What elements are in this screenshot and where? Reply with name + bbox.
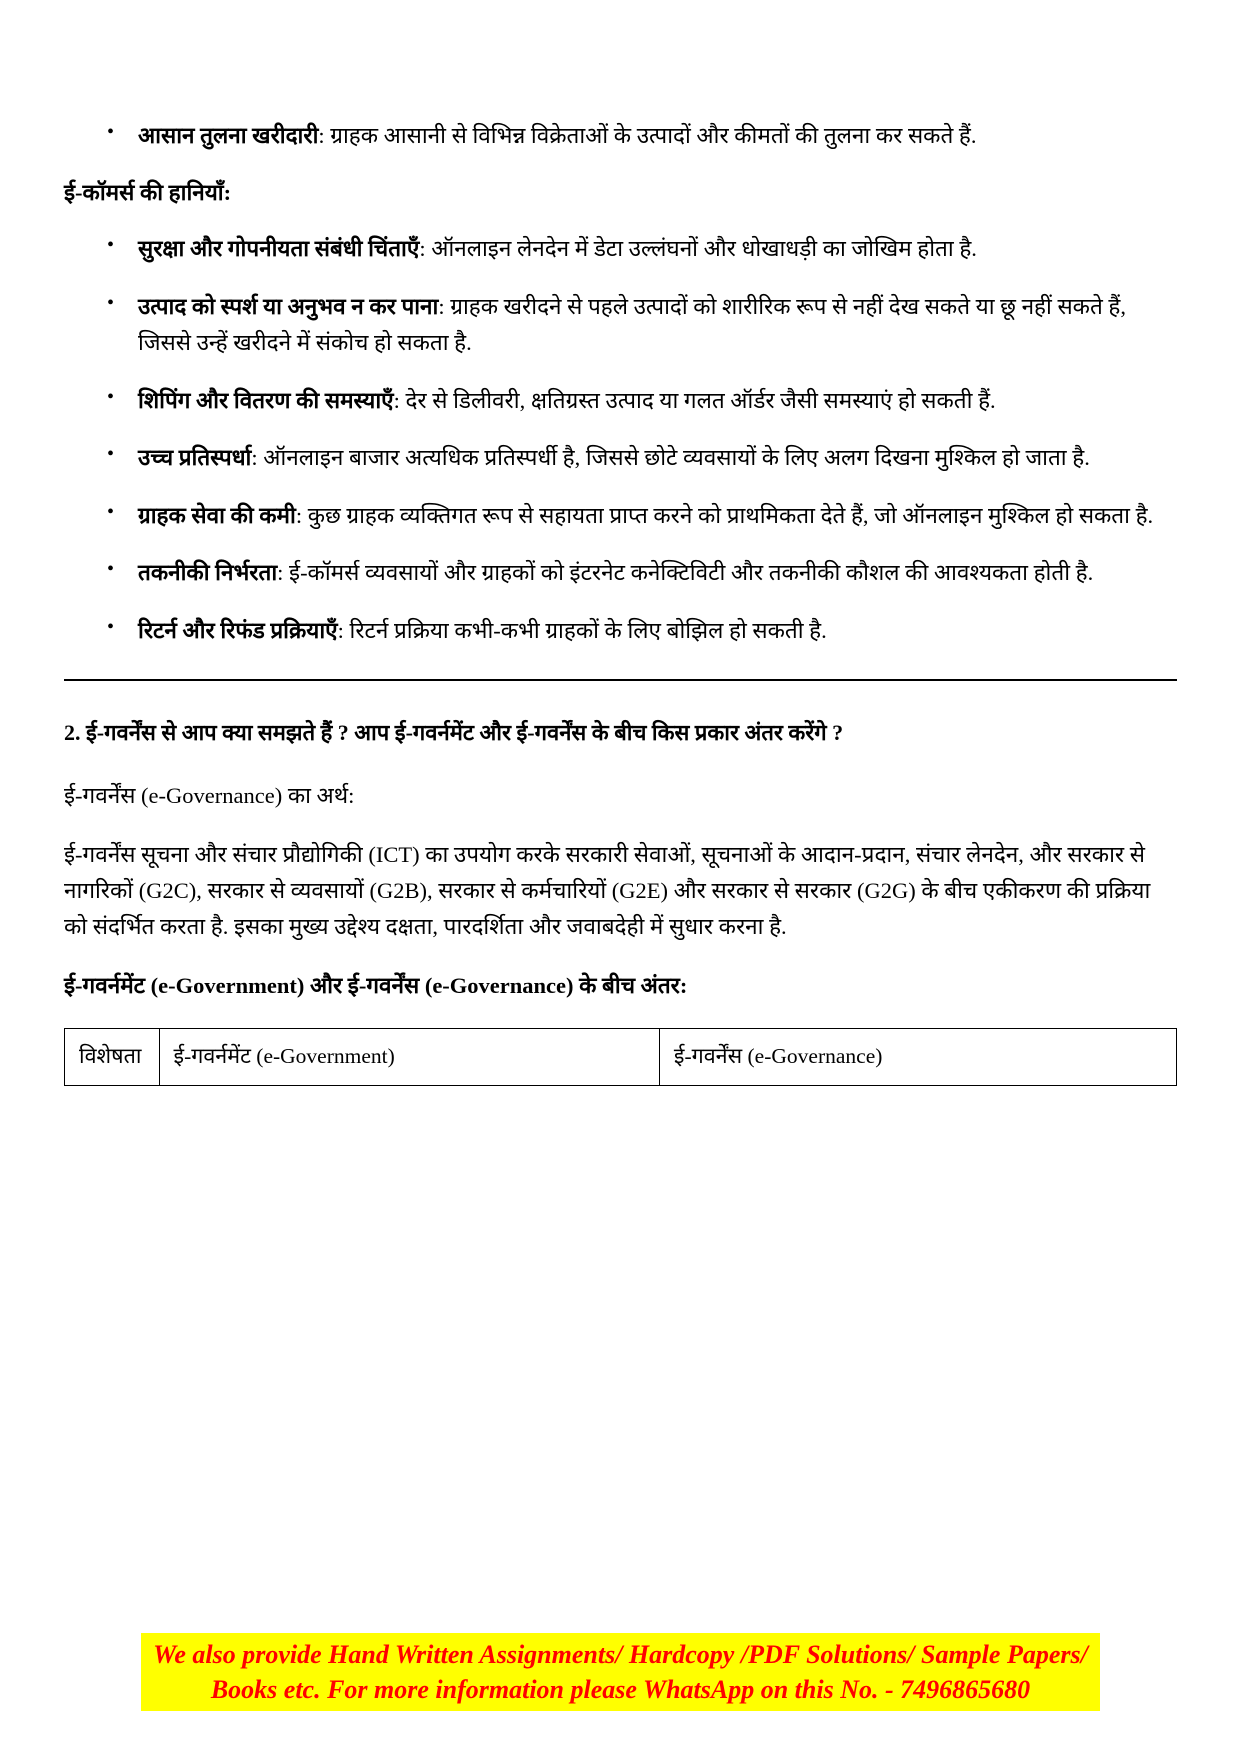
table-header-cell-egovernance: ई-गवर्नेंस (e-Governance) <box>659 1028 1176 1085</box>
footer-line-1: We also provide Hand Written Assignments/ Hardcopy /PDF Solutions/ Sample Papers/ <box>149 1637 1092 1672</box>
meaning-subheading: ई-गवर्नेंस (e-Governance) का अर्थ: <box>64 783 355 809</box>
bullet-term: शिपिंग और वितरण की समस्याएँ <box>138 387 394 413</box>
bullet-description: : ग्राहक खरीदने से पहले उत्पादों को शारीरिक रूप से नहीं देख सकते या छू नहीं सकते हैं, जिससे उन्हें खरीदने में संकोच हो सकता है. <box>138 293 1126 356</box>
footer-banner <box>0 1627 1241 1717</box>
difference-heading: ई-गवर्नमेंट (e-Government) और ई-गवर्नेंस (e-Governance) के बीच अंतर: <box>64 972 688 998</box>
list-item <box>64 555 1177 591</box>
list-item <box>64 231 1177 267</box>
table-header-cell-feature: विशेषता <box>65 1028 160 1085</box>
bullet-description: : कुछ ग्राहक व्यक्तिगत रूप से सहायता प्राप्त करने को प्राथमिकता देते हैं, जो ऑनलाइन मुश्किल हो सकता है. <box>295 502 1154 528</box>
bullet-description: : ऑनलाइन बाजार अत्यधिक प्रतिस्पर्धी है, जिससे छोटे व्यवसायों के लिए अलग दिखना मुश्किल हो जाता है. <box>251 445 1090 471</box>
bullet-term: तकनीकी निर्भरता <box>138 560 278 586</box>
bullet-term: ग्राहक सेवा की कमी <box>138 502 296 528</box>
comparison-table <box>64 1028 1177 1086</box>
bullet-term: उत्पाद को स्पर्श या अनुभव न कर पाना <box>138 293 439 319</box>
list-item <box>64 498 1177 534</box>
list-item <box>64 383 1177 419</box>
bullet-description: : ऑनलाइन लेनदेन में डेटा उल्लंघनों और धोखाधड़ी का जोखिम होता है. <box>419 236 977 262</box>
footer-highlight <box>141 1633 1100 1711</box>
bullet-term: सुरक्षा और गोपनीयता संबंधी चिंताएँ <box>138 236 420 262</box>
bullet-description: : रिटर्न प्रक्रिया कभी-कभी ग्राहकों के लिए बोझिल हो सकती है. <box>337 617 827 643</box>
table-header-cell-egovernment: ई-गवर्नमेंट (e-Government) <box>159 1028 659 1085</box>
disadvantages-bullet-list <box>64 231 1177 649</box>
bullet-description: : देर से डिलीवरी, क्षतिग्रस्त उत्पाद या गलत ऑर्डर जैसी समस्याएं हो सकती हैं. <box>393 387 996 413</box>
meaning-paragraph: ई-गवर्नेंस सूचना और संचार प्रौद्योगिकी (ICT) का उपयोग करके सरकारी सेवाओं, सूचनाओं के आदान-प्रदान, संचार लेनदेन, और सरकार से नागरिकों (G2C), सरकार से व्यवसायों (G2B), सरकार से कर्मचारियों (G2E) और सरकार से सरकार (G2G) के बीच एकीकरण की प्रक्रिया को संदर्भित करता है. इसका मुख्य उद्देश्य दक्षता, पारदर्शिता और जवाबदेही में सुधार करना है. <box>64 841 1151 940</box>
list-item <box>64 613 1177 649</box>
advantages-bullet-list <box>64 118 1177 154</box>
bullet-term: रिटर्न और रिफंड प्रक्रियाएँ <box>138 617 338 643</box>
disadvantages-heading: ई-कॉमर्स की हानियाँ: <box>64 180 232 206</box>
bullet-term: आसान तुलना खरीदारी <box>138 123 319 148</box>
bullet-description: : ग्राहक आसानी से विभिन्न विक्रेताओं के उत्पादों और कीमतों की तुलना कर सकते हैं. <box>318 123 977 148</box>
bullet-description: : ई-कॉमर्स व्यवसायों और ग्राहकों को इंटरनेट कनेक्टिविटी और तकनीकी कौशल की आवश्यकता होती है. <box>277 560 1094 586</box>
list-item <box>64 440 1177 476</box>
section-divider <box>64 679 1177 681</box>
list-item <box>64 289 1177 362</box>
list-item <box>64 118 1177 154</box>
question-heading: 2. ई-गवर्नेंस से आप क्या समझते हैं ? आप ई-गवर्नमेंट और ई-गवर्नेंस के बीच किस प्रकार अंतर करेंगे ? <box>64 719 844 745</box>
bullet-term: उच्च प्रतिस्पर्धा <box>138 445 252 471</box>
table-row <box>65 1028 1177 1085</box>
footer-line-2: Books etc. For more information please WhatsApp on this No. - 7496865680 <box>149 1672 1092 1707</box>
